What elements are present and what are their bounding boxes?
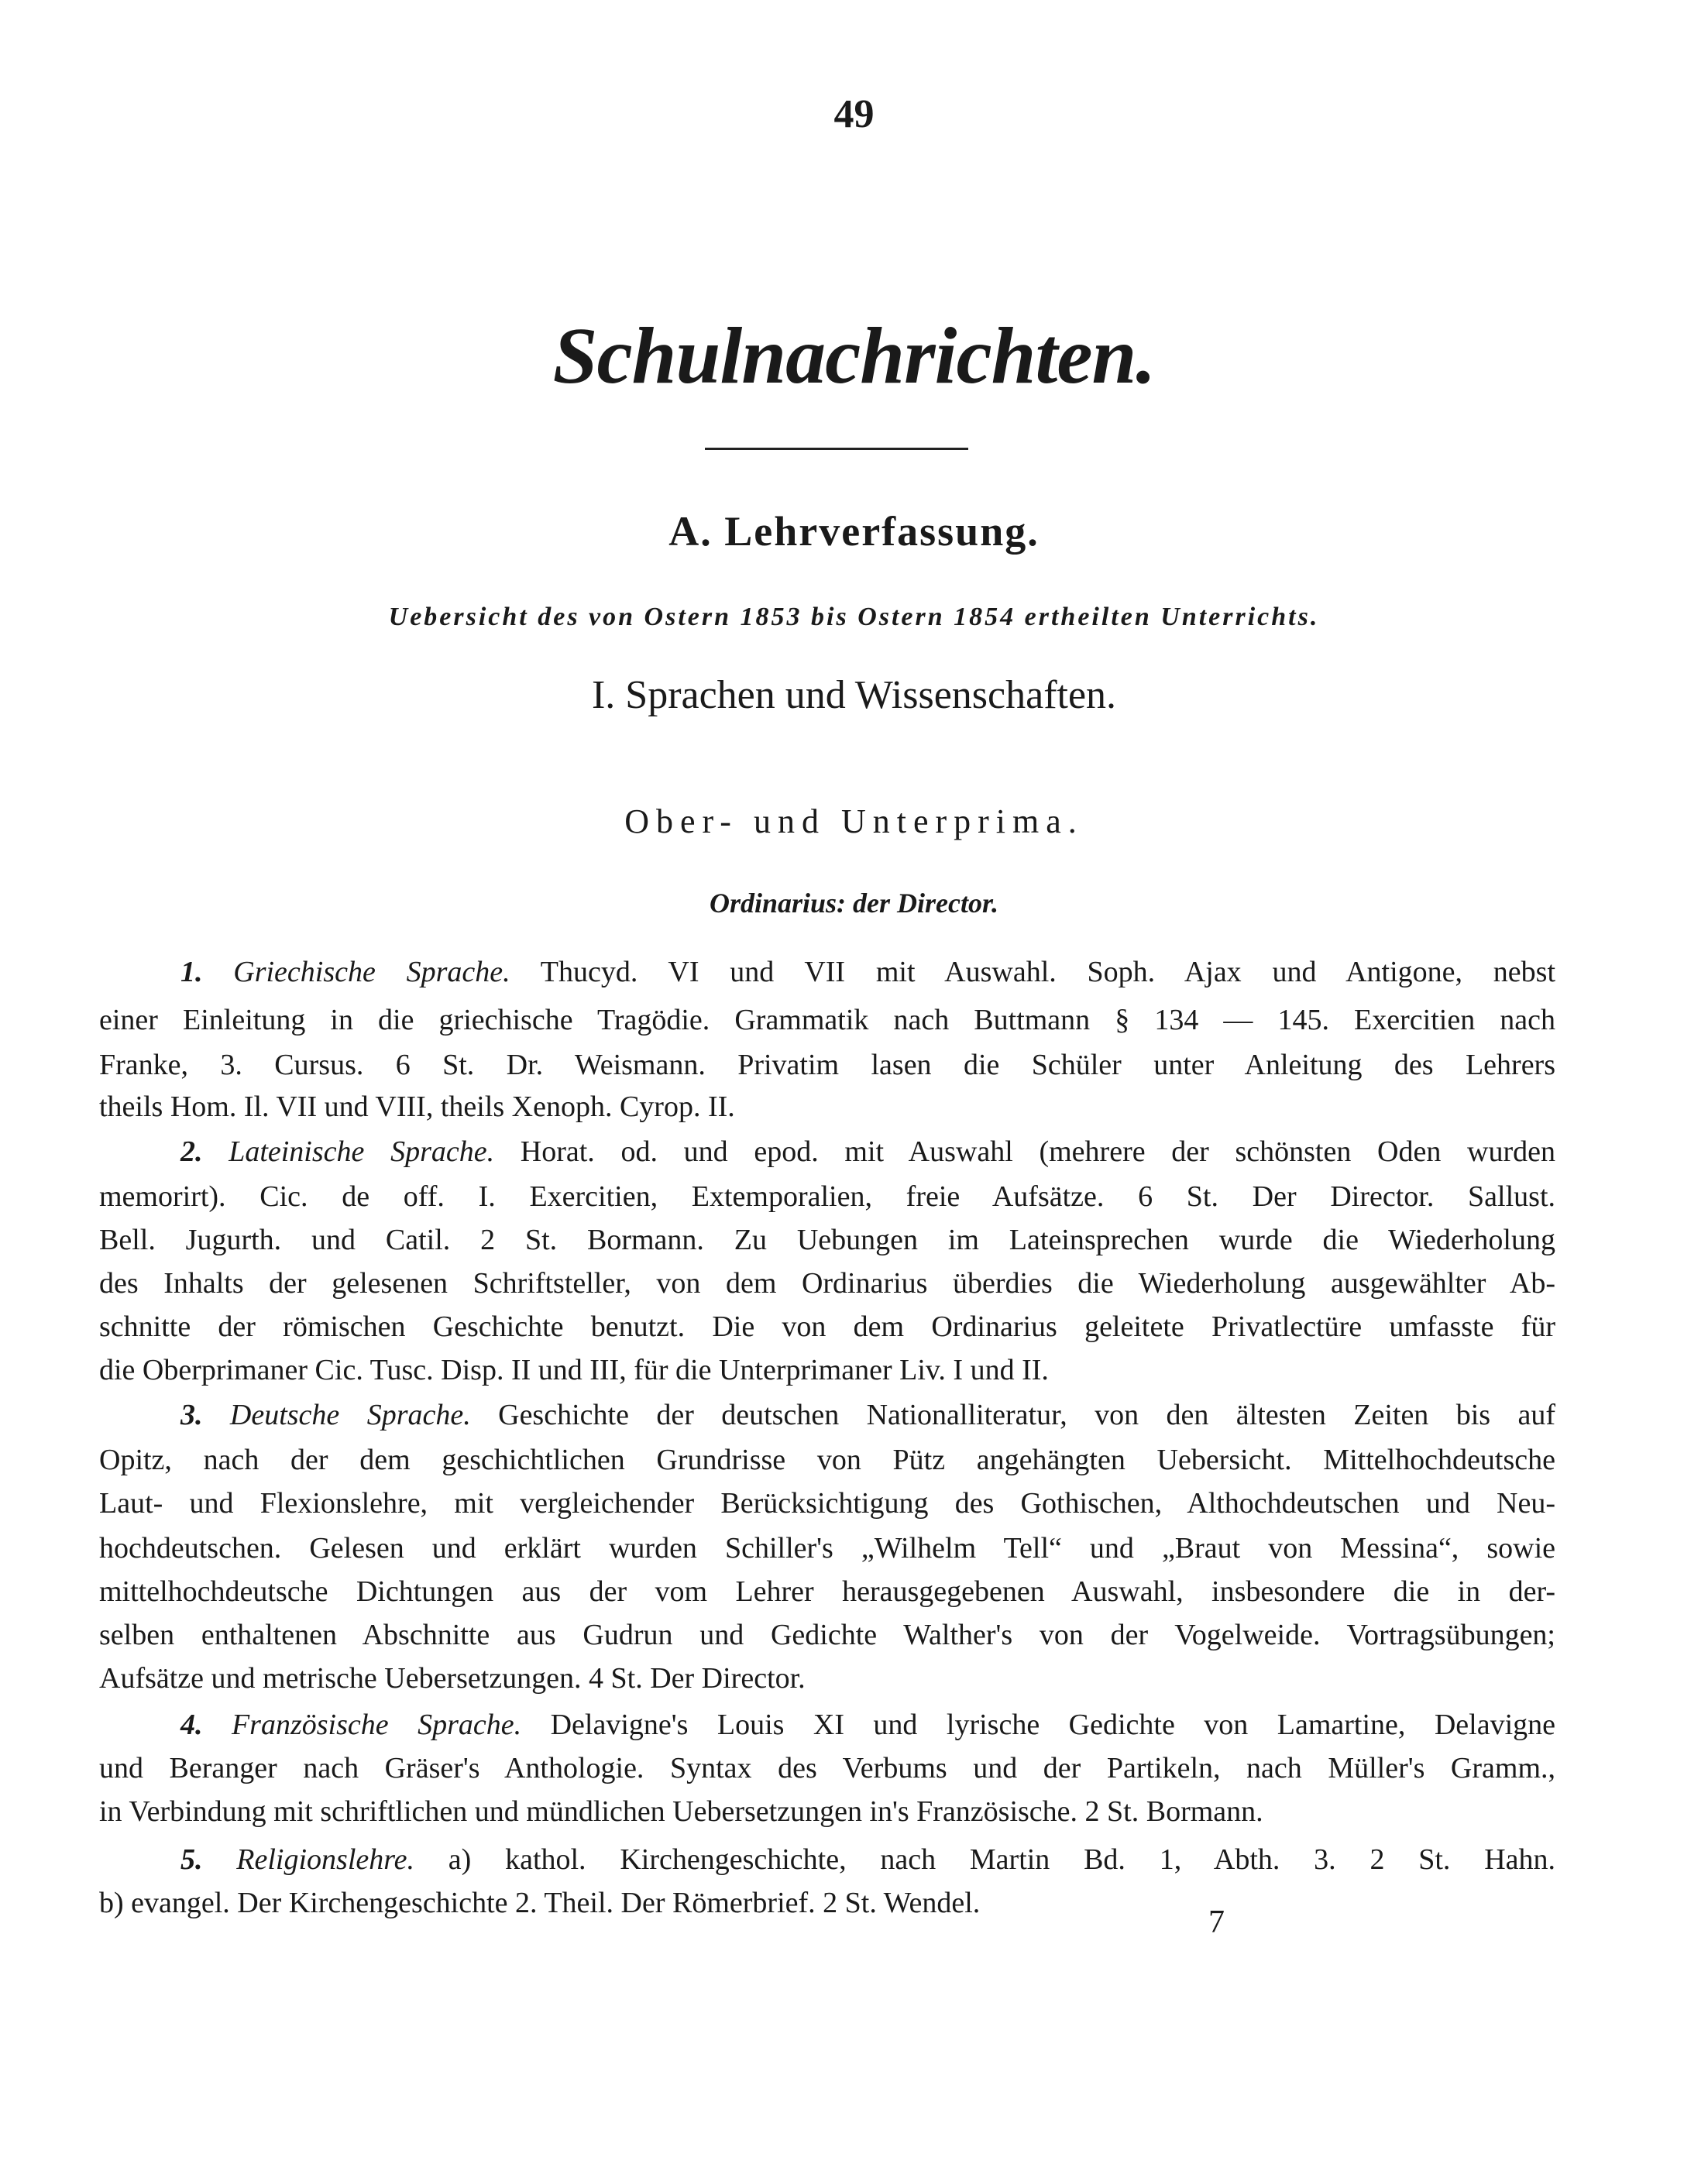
- section-heading: A. Lehrverfassung.: [668, 508, 1040, 555]
- subject-number: 1.: [180, 956, 203, 988]
- subject-1-line-3: Franke, 3. Cursus. 6 St. Dr. Weismann. Privatim lasen die Schüler unter Anleitung des Lehrers: [99, 1049, 1555, 1081]
- subject-4-line-1: [99, 1704, 1555, 1746]
- subject-2-line-1: [99, 1131, 1555, 1173]
- subject-2-line-6: die Oberprimaner Cic. Tusc. Disp. II und III, für die Unterprimaner Liv. I und II.: [99, 1354, 1049, 1386]
- ordinarius-line: Ordinarius: der Director.: [709, 888, 999, 919]
- subject-2-line-2: memorirt). Cic. de off. I. Exercitien, Extemporalien, freie Aufsätze. 6 St. Der Director. Sallust.: [99, 1180, 1555, 1213]
- subject-1-line-2: einer Einleitung in die griechische Tragödie. Grammatik nach Buttmann § 134 — 145. Exercitien nach: [99, 1004, 1555, 1036]
- subject-number: 2.: [180, 1135, 203, 1168]
- body-text: a) kathol. Kirchengeschichte, nach Martin Bd. 1, Abth. 3. 2 St. Hahn.: [448, 1843, 1555, 1876]
- subject-3-line-5: mittelhochdeutsche Dichtungen aus der vom Lehrer herausgegebenen Auswahl, insbesondere die in der-: [99, 1575, 1555, 1608]
- subject-3-line-1: [99, 1394, 1555, 1436]
- page-title: Schulnachrichten.: [552, 311, 1156, 400]
- subject-number: 5.: [180, 1843, 203, 1876]
- subject-3-line-4: hochdeutschen. Gelesen und erklärt wurden Schiller's „Wilhelm Tell“ und „Braut von Messina“, sowie: [99, 1532, 1555, 1565]
- subject-name: Französische Sprache.: [231, 1709, 522, 1741]
- subject-5-line-1: [99, 1839, 1555, 1881]
- class-heading: Ober- und Unterprima.: [624, 802, 1084, 840]
- signature-mark: 7: [1208, 1905, 1225, 1940]
- body-text: Geschichte der deutschen Nationalliteratur, von den ältesten Zeiten bis auf: [498, 1399, 1555, 1431]
- subject-1-line-1: [99, 951, 1555, 993]
- subject-2-line-5: schnitte der römischen Geschichte benutzt. Die von dem Ordinarius geleitete Privatlectüre umfasste für: [99, 1310, 1555, 1343]
- page-number: 49: [833, 92, 875, 136]
- subject-2-line-3: Bell. Jugurth. und Catil. 2 St. Bormann. Zu Uebungen im Lateinsprechen wurde die Wiederholung: [99, 1224, 1555, 1256]
- subject-3-line-6: selben enthaltenen Abschnitte aus Gudrun und Gedichte Walther's von der Vogelweide. Vortragsübungen;: [99, 1619, 1555, 1651]
- body-text: Thucyd. VI und VII mit Auswahl. Soph. Ajax und Antigone, nebst: [540, 956, 1555, 988]
- subject-name: Deutsche Sprache.: [229, 1399, 471, 1431]
- body-text: Delavigne's Louis XI und lyrische Gedichte von Lamartine, Delavigne: [550, 1709, 1556, 1741]
- subject-5-line-2: b) evangel. Der Kirchengeschichte 2. Theil. Der Römerbrief. 2 St. Wendel.: [99, 1887, 981, 1919]
- subject-name: Religionslehre.: [236, 1843, 414, 1876]
- subject-name: Griechische Sprache.: [233, 956, 510, 988]
- subject-name: Lateinische Sprache.: [229, 1135, 495, 1168]
- title-divider: [705, 448, 968, 450]
- subject-1-line-4: theils Hom. Il. VII und VIII, theils Xenoph. Cyrop. II.: [99, 1091, 735, 1123]
- subsection-heading: I. Sprachen und Wissenschaften.: [591, 673, 1117, 717]
- subject-number: 3.: [180, 1399, 203, 1431]
- subject-2-line-4: des Inhalts der gelesenen Schriftsteller, von dem Ordinarius überdies die Wiederholung ausgewählter Ab-: [99, 1267, 1555, 1300]
- subject-number: 4.: [180, 1709, 203, 1741]
- subject-4-line-3: in Verbindung mit schriftlichen und mündlichen Uebersetzungen in's Französische. 2 St. Bormann.: [99, 1795, 1263, 1828]
- overview-line: Uebersicht des von Ostern 1853 bis Ostern 1854 ertheilten Unterrichts.: [388, 603, 1320, 631]
- subject-3-line-7: Aufsätze und metrische Uebersetzungen. 4 St. Der Director.: [99, 1662, 806, 1695]
- subject-3-line-3: Laut- und Flexionslehre, mit vergleichender Berücksichtigung des Gothischen, Althochdeutschen und Neu-: [99, 1487, 1555, 1520]
- body-text: Horat. od. und epod. mit Auswahl (mehrere der schönsten Oden wurden: [520, 1135, 1555, 1168]
- subject-3-line-2: Opitz, nach der dem geschichtlichen Grundrisse von Pütz angehängten Uebersicht. Mittelhochdeutsche: [99, 1444, 1555, 1476]
- subject-4-line-2: und Beranger nach Gräser's Anthologie. Syntax des Verbums und der Partikeln, nach Müller's Gramm.,: [99, 1752, 1555, 1784]
